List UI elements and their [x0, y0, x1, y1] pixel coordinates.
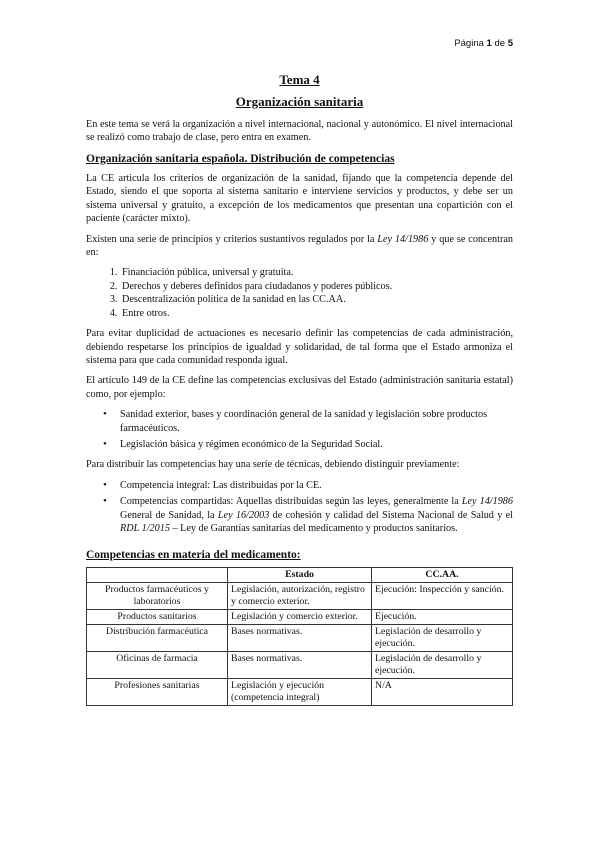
- table-cell: Legislación y comercio exterior.: [228, 609, 372, 624]
- paragraph-principios-text-a: Existen una serie de principios y criterios sustantivos regulados por la: [86, 233, 378, 245]
- document-body: [86, 70, 513, 706]
- paragraph-principios-text-b: y que se concentran en:: [86, 233, 513, 259]
- page-number-sep: de: [494, 38, 506, 49]
- list-item-text: – Ley de Garantías sanitarias del medicamento y productos sanitarios.: [169, 522, 458, 534]
- principles-list: [86, 266, 513, 320]
- paragraph-duplicidad: Para evitar duplicidad de actuaciones es necesario definir las competencias de cada administración, debiendo respetarse los principios de igualdad y solidaridad, de tal forma que el Estado armoniza el sistema para que cada comunidad responda igual.: [86, 328, 513, 366]
- page-number-prefix: Página: [454, 38, 484, 49]
- competences-table: [86, 567, 513, 706]
- table-row: [87, 609, 513, 624]
- table-row: [87, 678, 513, 705]
- document-subtitle: Organización sanitaria: [235, 94, 364, 110]
- table-cell: Productos sanitarios: [87, 609, 228, 624]
- table-cell: Bases normativas.: [228, 651, 372, 678]
- table-cell: Distribución farmacéutica: [87, 624, 228, 651]
- list-item: 2. Derechos y deberes definidos para ciudadanos y poderes públicos.: [120, 280, 513, 293]
- table-cell: Bases normativas.: [228, 624, 372, 651]
- document-title: Tema 4: [279, 72, 320, 87]
- table-header-row: [87, 567, 513, 582]
- page-number: [454, 38, 513, 49]
- techniques-list: [86, 479, 513, 536]
- law-reference: Ley 16/2003: [217, 509, 270, 521]
- table-cell: N/A: [372, 678, 513, 705]
- table-cell: Legislación y ejecución (competencia integral): [228, 678, 372, 705]
- list-item: 3. Descentralización política de la sanidad en las CC.AA.: [120, 293, 513, 306]
- table-header-cell: CC.AA.: [372, 567, 513, 582]
- list-item: • Legislación básica y régimen económico de la Seguridad Social.: [120, 438, 513, 451]
- section-heading-organizacion: Organización sanitaria española. Distribución de competencias: [86, 152, 395, 165]
- table-cell: Oficinas de farmacia: [87, 651, 228, 678]
- table-header-cell: [87, 567, 228, 582]
- exclusive-competences-list: [86, 408, 513, 451]
- list-item: [120, 495, 513, 535]
- table-header-cell: Estado: [228, 567, 372, 582]
- table-cell: Legislación de desarrollo y ejecución.: [372, 624, 513, 651]
- paragraph-tecnicas: Para distribuir las competencias hay una serie de técnicas, debiendo distinguir previamente:: [86, 459, 460, 471]
- law-reference: Ley 14/1986: [377, 233, 429, 245]
- table-cell: Ejecución: Inspección y sanción.: [372, 582, 513, 609]
- list-item: 1. Financiación pública, universal y gratuita.: [120, 266, 513, 279]
- table-cell: Productos farmacéuticos y laboratorios: [87, 582, 228, 609]
- list-item-text: Competencias compartidas: Aquellas distribuidas según las leyes, generalmente la: [120, 496, 462, 508]
- list-item: • Sanidad exterior, bases y coordinación general de la sanidad y legislación sobre productos farmacéuticos.: [120, 408, 513, 435]
- table-cell: Profesiones sanitarias: [87, 678, 228, 705]
- table-row: [87, 624, 513, 651]
- list-item: • Competencia integral: Las distribuidas por la CE.: [120, 479, 513, 492]
- list-item-text: General de Sanidad, la: [120, 509, 218, 521]
- list-item-text: de cohesión y calidad del Sistema Nacional de Salud y el: [269, 509, 514, 521]
- intro-paragraph: En este tema se verá la organización a nivel internacional, nacional y autonómico. El nivel internacional se realizó como trabajo de clase, pero entra en examen.: [86, 118, 513, 144]
- table-cell: Legislación de desarrollo y ejecución.: [372, 651, 513, 678]
- table-cell: Legislación, autorización, registro y comercio exterior.: [228, 582, 372, 609]
- list-item: 4. Entre otros.: [120, 307, 513, 320]
- law-reference: Ley 14/1986: [461, 496, 513, 508]
- paragraph-articulo-149: El artículo 149 de la CE define las competencias exclusivas del Estado (administración sanitaria estatal) como, por ejemplo:: [86, 375, 513, 400]
- table-row: [87, 582, 513, 609]
- table-row: [87, 651, 513, 678]
- paragraph-ce: La CE articula los criterios de organización de la sanidad, fijando que la competencia depende del Estado, siendo el que soporta al sistema sanitario e interviene servicios y productos, y debe ser un sistema universal y gratuito, a excepción de los medicamentos que presentan una copartición con el paciente (carácter mixto).: [86, 173, 513, 225]
- page-number-current: 1: [486, 38, 492, 49]
- page-number-total: 5: [507, 38, 513, 49]
- law-reference: RDL 1/2015: [120, 522, 170, 534]
- table-cell: Ejecución.: [372, 609, 513, 624]
- section-heading-medicamento: Competencias en materia del medicamento:: [86, 549, 301, 562]
- paragraph-principios: [86, 233, 513, 260]
